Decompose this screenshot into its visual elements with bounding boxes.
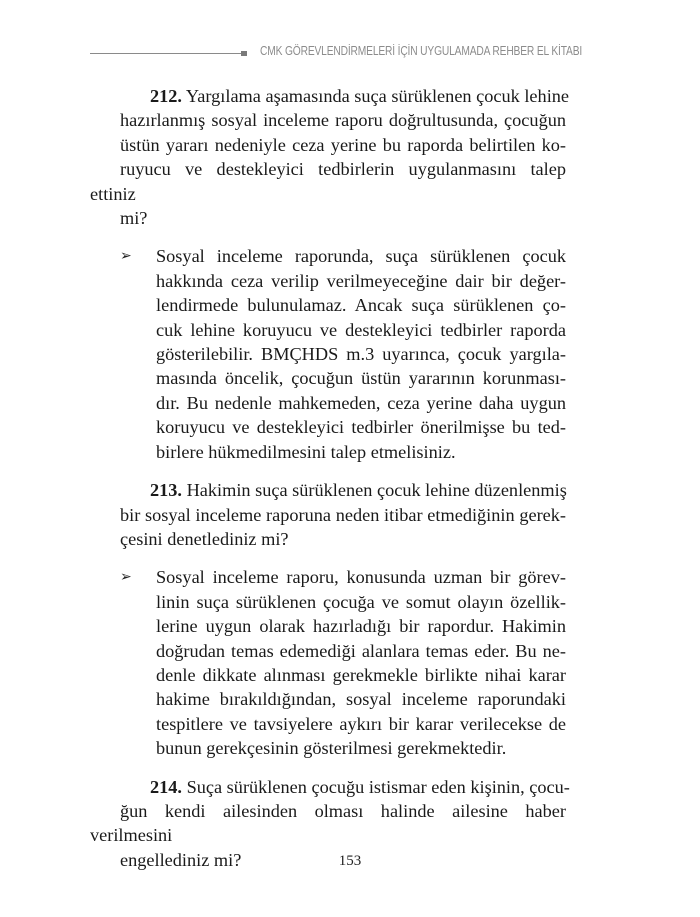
question-line: üstün yararı nedeniyle ceza yerine bu raporda belirtilen ko- [120, 134, 566, 155]
question-number: 212. [150, 86, 182, 106]
answer-line: denle dikkate alınması gerekmekle birlikte nihai karar [156, 664, 566, 685]
question-line: 214. Suça sürüklenen çocuğu istismar eden kişinin, çocu- [150, 776, 570, 797]
header-rule [90, 53, 241, 54]
answer-line: hakime bırakıldığından, sosyal inceleme raporundaki [156, 689, 566, 710]
question-line: çesini denetlediniz mi? [120, 528, 289, 549]
page-body [90, 84, 570, 872]
answer-line: Sosyal inceleme raporu, konusunda uzman bir görev- [156, 567, 566, 588]
running-header [90, 44, 583, 64]
answer-line: masında öncelik, çocuğun üstün yararının korunması- [156, 368, 566, 389]
question-line: ğun kendi ailesinden olması halinde ailesine haber verilmesini [90, 800, 566, 846]
question-line: hazırlanmış sosyal inceleme raporu doğrultusunda, çocuğun [120, 110, 566, 131]
answer-line: cuk lehine koruyucu ve destekleyici tedbirler raporda [156, 319, 566, 340]
answer-212 [90, 244, 566, 464]
question-line: 213. Hakimin suça sürüklenen çocuk lehine düzenlenmiş [150, 480, 567, 501]
question-line: bir sosyal inceleme raporuna neden itibar etmediğinin gerek- [120, 504, 566, 525]
answer-line: tespitlere ve tavsiyelere aykırı bir karar verilecekse de [156, 713, 566, 734]
answer-line: lerine uygun olarak hazırladığı bir rapordur. Hakimin [156, 616, 566, 637]
question-number: 214. [150, 776, 182, 797]
header-square-marker [241, 51, 247, 56]
answer-line: bunun gerekçesinin gösterilmesi gerekmektedir. [156, 738, 507, 759]
question-block-212 [90, 84, 570, 464]
answer-line: lendirmede bulunulamaz. Ancak suça sürüklenen ço- [156, 295, 566, 316]
answer-line: dır. Bu nedenle mahkemeden, ceza yerine daha uygun [156, 392, 566, 413]
answer-line: birlere hükmedilmesini talep etmelisiniz. [156, 441, 456, 462]
arrow-right-icon: ➢ [120, 569, 132, 586]
question-number: 213. [150, 480, 182, 501]
question-line: 212. Yargılama aşamasında suça sürüklenen çocuk lehine [150, 86, 570, 106]
page-number: 153 [338, 853, 362, 869]
arrow-right-icon: ➢ [120, 248, 132, 265]
question-212 [90, 84, 570, 230]
question-block-213 [90, 478, 566, 760]
answer-line: doğrudan temas edemediği alanlara temas eder. Bu ne- [156, 640, 566, 661]
answer-line: Sosyal inceleme raporunda, suça sürüklenen çocuk [156, 246, 566, 267]
answer-213 [90, 565, 566, 760]
answer-line: hakkında ceza verilip verilmeyeceğine dair bir değer- [156, 270, 566, 291]
answer-line: gösterilebilir. BMÇHDS m.3 uyarınca, çocuk yargıla- [156, 344, 566, 365]
question-line: engellediniz mi? [120, 849, 242, 870]
answer-line: linin suça sürüklenen çocuğa ve somut olayın özellik- [156, 591, 566, 612]
header-title: CMK GÖREVLENDİRMELERİ İÇİN UYGULAMADA REHBER EL KİTABI [260, 44, 583, 58]
question-line: mi? [120, 208, 148, 229]
question-213 [90, 478, 566, 551]
answer-line: koruyucu ve destekleyici tedbirler önerilmişse bu ted- [156, 417, 566, 438]
question-line: ruyucu ve destekleyici tedbirlerin uygulanmasını talep ettiniz [90, 159, 566, 204]
